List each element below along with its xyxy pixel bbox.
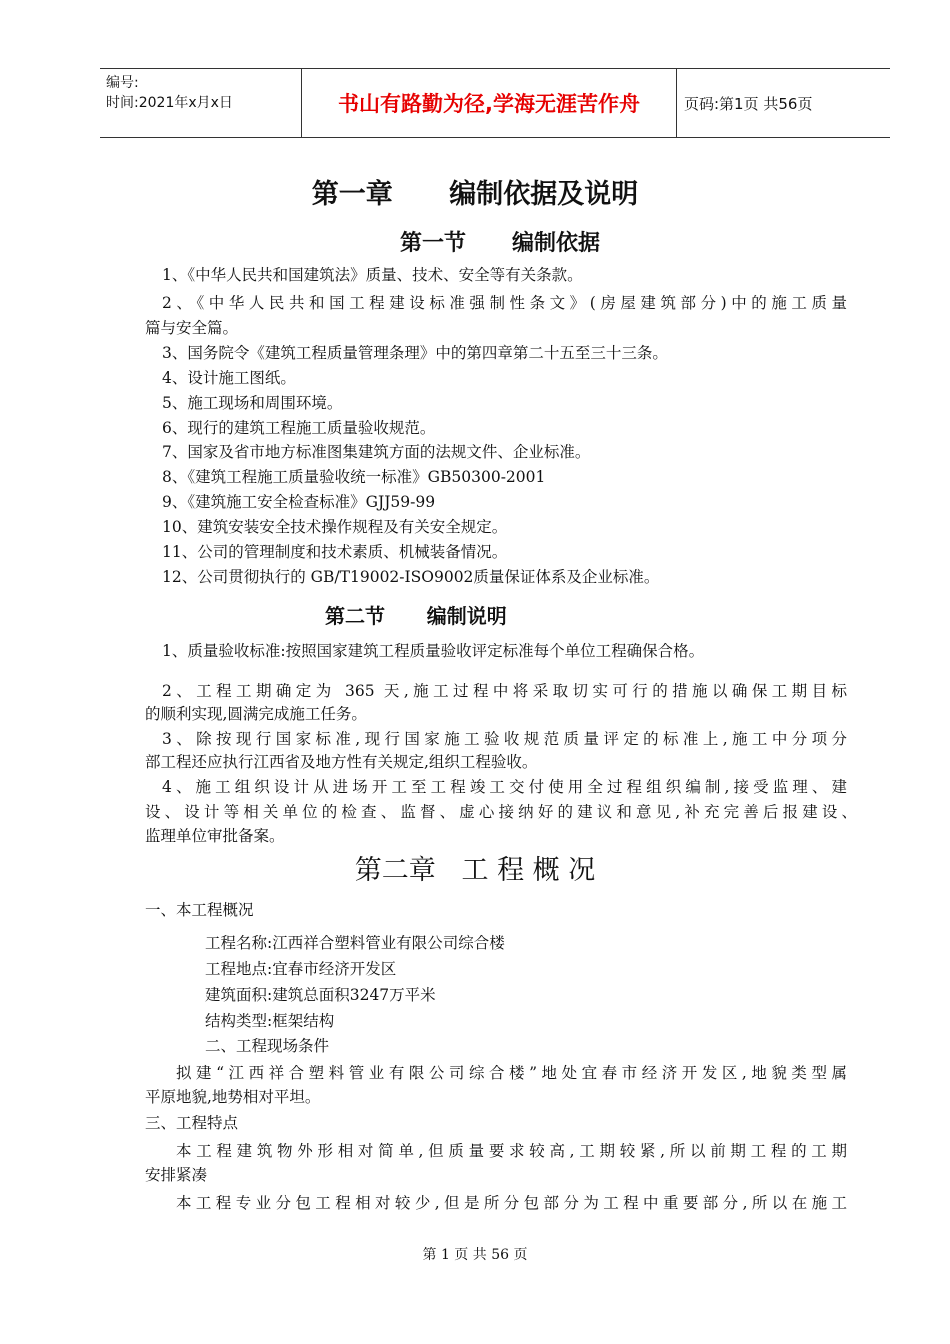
list-item: 6、现行的建筑工程施工质量验收规范。 [162, 419, 436, 437]
chapter-1-title: 第一章 编制依据及说明 [311, 179, 639, 210]
list-item: 1、质量验收标准:按照国家建筑工程质量验收评定标准每个单位工程确保合格。 [162, 642, 705, 660]
page-footer: 第 1 页 共 56 页 [422, 1247, 528, 1263]
list-item: 篇与安全篇。 [145, 319, 239, 337]
time-label: 时间:2021年x月x日 [106, 95, 233, 111]
field-area: 建筑面积:建筑总面积3247万平米 [205, 986, 436, 1004]
features-heading: 三、工程特点 [145, 1114, 239, 1132]
list-item: 3、国务院令《建筑工程质量管理条理》中的第四章第二十五至三十三条。 [162, 344, 668, 362]
header-meta [106, 73, 301, 113]
list-item: 1、《中华人民共和国建筑法》质量、技术、安全等有关条款。 [162, 266, 583, 284]
site-text: 平原地貌,地势相对平坦。 [145, 1088, 321, 1106]
list-item: 10、建筑安装安全技术操作规程及有关安全规定。 [162, 518, 508, 536]
list-item: 9、《建筑施工安全检查标准》GJJ59-99 [162, 493, 436, 511]
list-item: 2、工程工期确定为 365 天,施工过程中将采取切实可行的措施以确保工期目标 [162, 682, 847, 700]
header-divider [676, 69, 677, 137]
field-project-name: 工程名称:江西祥合塑料管业有限公司综合楼 [205, 934, 505, 952]
section-2-title: 第二节 编制说明 [325, 604, 507, 628]
header-motto: 书山有路勤为径,学海无涯苦作舟 [338, 92, 640, 116]
field-location: 工程地点:宜春市经济开发区 [205, 960, 397, 978]
list-item: 8、《建筑工程施工质量验收统一标准》GB50300-2001 [162, 468, 546, 486]
list-item: 设、设计等相关单位的检查、监督、虚心接纳好的建议和意见,补充完善后报建设、 [145, 803, 857, 821]
list-item: 12、公司贯彻执行的 GB/T19002-ISO9002质量保证体系及企业标准。 [162, 568, 660, 586]
overview-heading: 一、本工程概况 [145, 901, 254, 919]
list-item: 的顺利实现,圆满完成施工任务。 [145, 705, 367, 723]
list-item: 4、施工组织设计从进场开工至工程竣工交付使用全过程组织编制,接受监理、建 [162, 778, 847, 796]
page-header [100, 68, 890, 138]
header-page-label: 页码:第1页 共56页 [684, 94, 813, 113]
list-item: 部工程还应执行江西省及地方性有关规定,组织工程验收。 [145, 753, 538, 771]
features-text: 安排紧凑 [145, 1166, 208, 1184]
site-heading: 二、工程现场条件 [205, 1037, 330, 1055]
chapter-2-title: 第二章 工 程 概 况 [354, 855, 596, 886]
list-item: 3、除按现行国家标准,现行国家施工验收规范质量评定的标准上,施工中分项分 [162, 730, 847, 748]
site-text: 拟建“江西祥合塑料管业有限公司综合楼”地处宜春市经济开发区,地貌类型属 [176, 1064, 847, 1082]
number-label: 编号: [106, 75, 139, 91]
features-text: 本工程专业分包工程相对较少,但是所分包部分为工程中重要部分,所以在施工 [176, 1194, 847, 1212]
features-text: 本工程建筑物外形相对简单,但质量要求较高,工期较紧,所以前期工程的工期 [176, 1142, 847, 1160]
section-1-title: 第一节 编制依据 [400, 231, 600, 256]
list-item: 7、国家及省市地方标准图集建筑方面的法规文件、企业标准。 [162, 443, 591, 461]
list-item: 4、设计施工图纸。 [162, 369, 296, 387]
list-item: 监理单位审批备案。 [145, 827, 285, 845]
list-item: 5、施工现场和周围环境。 [162, 394, 343, 412]
field-structure: 结构类型:框架结构 [205, 1012, 335, 1030]
list-item: 11、公司的管理制度和技术素质、机械装备情况。 [162, 543, 508, 561]
list-item: 2、《中华人民共和国工程建设标准强制性条文》(房屋建筑部分)中的施工质量 [162, 294, 847, 312]
